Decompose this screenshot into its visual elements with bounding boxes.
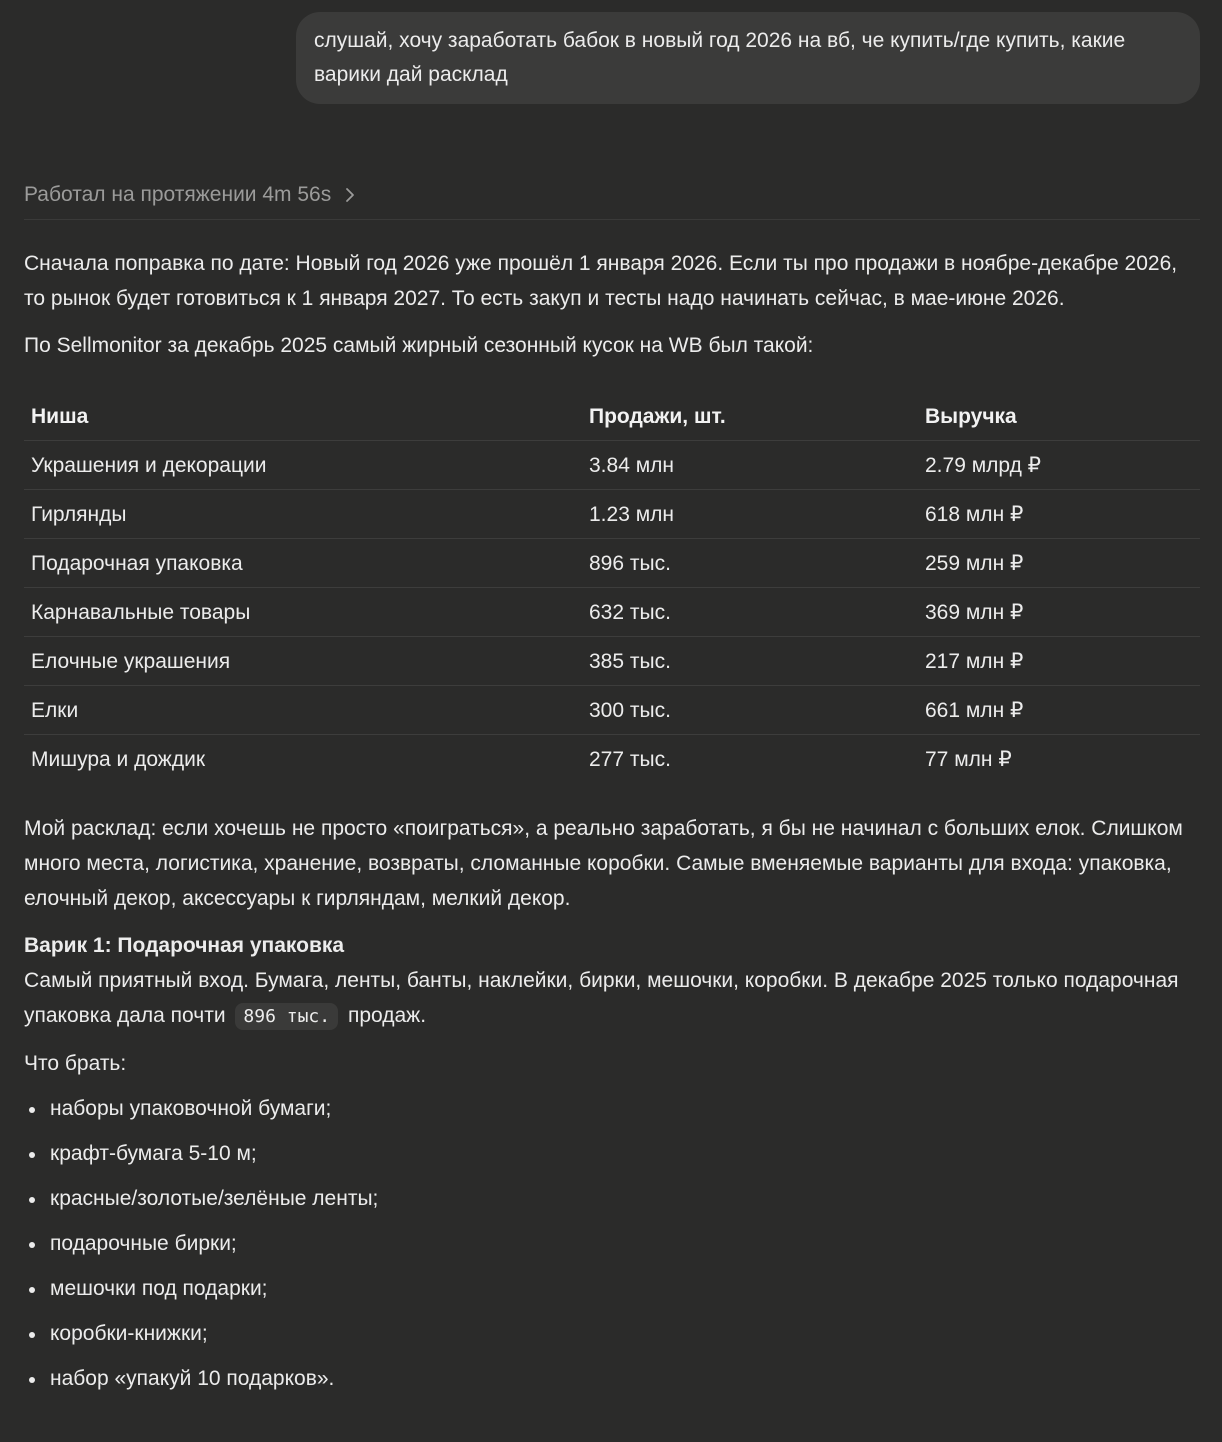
sales-cell: 3.84 млн (582, 441, 918, 490)
niche-cell: Подарочная упаковка (24, 539, 582, 588)
packaging-items-list (24, 1091, 1200, 1396)
list-item: крафт-бумага 5-10 м; (24, 1136, 1200, 1171)
column-header-revenue: Выручка (918, 392, 1200, 441)
list-item: наборы упаковочной бумаги; (24, 1091, 1200, 1126)
column-header-sales: Продажи, шт. (582, 392, 918, 441)
variant-1-heading: Варик 1: Подарочная упаковка (24, 934, 345, 957)
table-row (24, 588, 1200, 637)
advice-paragraph: Мой расклад: если хочешь не просто «поиграться», а реально заработать, я бы не начинал с больших елок. Слишком много места, логистика, хранение, возвраты, сломанные коробки. Самые вменяемые варианты для входа: упаковка, елочный декор, аксессуары к гирляндам, мелкий декор. (24, 817, 1183, 910)
table-row (24, 539, 1200, 588)
date-correction-paragraph: Сначала поправка по дате: Новый год 2026 уже прошёл 1 января 2026. Если ты про продажи в ноябре-декабре 2026, то рынок будет готовиться к 1 января 2027. То есть закуп и тесты надо начинать сейчас, в мае-июне 2026. (24, 252, 1178, 310)
revenue-cell: 618 млн ₽ (918, 490, 1200, 539)
revenue-cell: 77 млн ₽ (925, 747, 1012, 771)
revenue-cell: 217 млн ₽ (918, 637, 1200, 686)
sales-cell: 300 тыс. (582, 686, 918, 735)
thinking-label: Работал на протяжении 4m 56s (24, 183, 332, 206)
table-row (24, 441, 1200, 490)
thinking-toggle[interactable] (24, 178, 1200, 220)
niche-cell: Гирлянды (24, 490, 582, 539)
variant-1-description (24, 963, 1200, 1034)
chevron-right-icon (343, 178, 357, 212)
list-item: набор «упакуй 10 подарков». (24, 1361, 1200, 1396)
revenue-cell: 661 млн ₽ (918, 686, 1200, 735)
list-item: подарочные бирки; (24, 1226, 1200, 1261)
sellmonitor-lead-paragraph: По Sellmonitor за декабрь 2025 самый жирный сезонный кусок на WB был такой: (24, 334, 814, 357)
list-item: коробки-книжки; (24, 1316, 1200, 1351)
table-row (24, 735, 1200, 784)
column-header-niche: Ниша (24, 392, 582, 441)
what-to-take-label: Что брать: (24, 1052, 127, 1075)
table-row (24, 637, 1200, 686)
niche-cell: Елочные украшения (24, 637, 582, 686)
sales-cell: 896 тыс. (582, 539, 918, 588)
inline-code: 896 тыс. (235, 1003, 338, 1030)
variant-1-text-after: продаж. (347, 1004, 427, 1027)
table-row (24, 686, 1200, 735)
assistant-answer (24, 246, 1200, 1406)
niches-table (24, 392, 1200, 783)
sales-cell: 632 тыс. (582, 588, 918, 637)
list-item: мешочки под подарки; (24, 1271, 1200, 1306)
user-message-text: слушай, хочу заработать бабок в новый год 2026 на вб, че купить/где купить, какие варики дай расклад (314, 29, 1126, 86)
sales-cell: 385 тыс. (582, 637, 918, 686)
revenue-cell: 259 млн ₽ (918, 539, 1200, 588)
table-header-row (24, 392, 1200, 441)
niche-cell: Елки (24, 686, 582, 735)
list-item: красные/золотые/зелёные ленты; (24, 1181, 1200, 1216)
sales-cell: 277 тыс. (589, 747, 671, 771)
revenue-cell: 2.79 млрд ₽ (918, 441, 1200, 490)
user-message-bubble (296, 12, 1200, 104)
niche-cell: Украшения и декорации (24, 441, 582, 490)
variant-1-text-before: Самый приятный вход. Бумага, ленты, банты, наклейки, бирки, мешочки, коробки. В декабре 2025 только подарочная упаковка дала почти (24, 969, 1179, 1027)
niche-cell: Карнавальные товары (24, 588, 582, 637)
revenue-cell: 369 млн ₽ (918, 588, 1200, 637)
niche-cell: Мишура и дождик (31, 747, 206, 771)
sales-cell: 1.23 млн (582, 490, 918, 539)
table-row (24, 490, 1200, 539)
